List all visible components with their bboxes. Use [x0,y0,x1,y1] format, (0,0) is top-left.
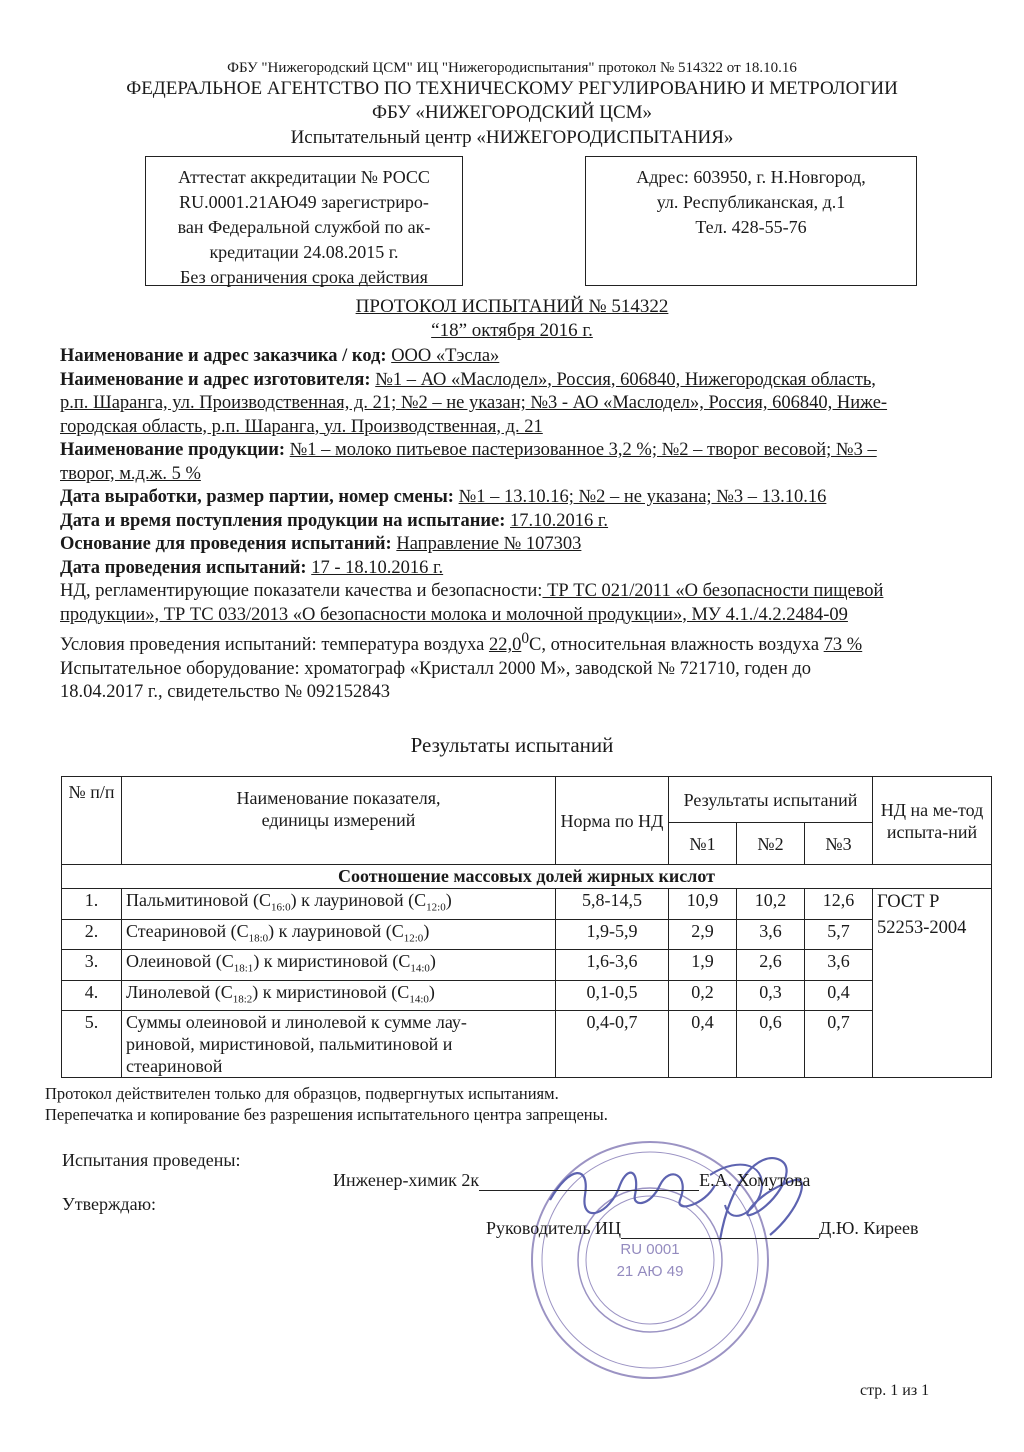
approve-label: Утверждаю: [62,1194,157,1214]
address-line: Адрес: 603950, г. Н.Новгород, [636,167,866,187]
row-indicator: Линолевой $(C_{18:2})$ к миристиновой $(C_{14:0})$ [122,980,556,1011]
equipment-text: 18.04.2017 г., свидетельство № 092152843 [60,682,390,703]
row-indicator-line: Суммы олеиновой и линолевой к сумме лау- [126,1012,467,1033]
row-result-3: 5,7 [805,919,873,950]
table-row [62,950,992,981]
receipt-value: 17.10.2016 г. [510,510,609,531]
product-value: творог, м.д.ж. 5 % [60,463,201,484]
row-norm: 0,1-0,5 [556,980,669,1011]
row-indicator-line: риновой, миристиновой, пальмитиновой и [126,1034,453,1055]
row-result-1: 0,4 [669,1011,737,1078]
row-result-1: 0,2 [669,980,737,1011]
row-result-2: 10,2 [737,889,805,920]
nd-label: НД, регламентирующие показатели качества и безопасности: [60,581,543,601]
header-sample-1: №1 [669,823,737,865]
manufacturer-label: Наименование и адрес изготовителя: [60,369,371,390]
section-row [62,865,992,889]
production-date-value: №1 – 13.10.16; №2 – не указана; №3 – 13.10.16 [458,487,827,507]
stamp-center-text: 21 АЮ 49 [616,1263,684,1280]
row-result-3: 0,4 [805,980,873,1011]
product-value: №1 – молоко питьевое пастеризованное 3,2 %; №2 – творог весовой; №3 – [289,440,877,460]
protocol-fields [60,345,990,705]
address-box [585,156,917,286]
protocol-date [0,320,1024,342]
table-row [62,980,992,1011]
row-result-3: 3,6 [805,950,873,981]
row-result-2: 2,6 [737,950,805,981]
section-title: Соотношение массовых долей жирных кислот [62,865,992,889]
accreditation-box [145,156,463,286]
row-indicator [122,1011,556,1078]
method-cell: ГОСТ Р 52253-2004 [873,889,992,1078]
test-date-label: Дата проведения испытаний: [60,557,307,578]
table-header-row [62,777,992,823]
manufacturer-value: №1 – АО «Маслодел», Россия, 606840, Нижегородская область, [375,369,876,390]
header-organization: ФБУ «НИЖЕГОРОДСКИЙ ЦСМ» [371,102,653,123]
row-norm: 1,6-3,6 [556,950,669,981]
row-indicator-line: стеариновой [126,1056,223,1077]
header-norm: Норма по НД [556,777,669,865]
results-title: Результаты испытаний [410,733,614,757]
protocol-notes [45,1083,608,1125]
row-indicator: Олеиновой $(C_{18:1})$ к миристиновой $(C_{14:0})$ [122,950,556,981]
note-line: Перепечатка и копирование без разрешения испытательного центра запрещены. [45,1105,608,1124]
engineer-name: Е.А. Хомутова [699,1170,811,1190]
head-signature [700,1140,820,1260]
protocol-title [0,296,1024,318]
results-table [61,776,992,1078]
engineer-title: Инженер-химик 2к [333,1170,480,1190]
basis-value: Направление № 107303 [396,534,582,554]
production-date-label: Дата выработки, размер партии, номер смены: [60,487,454,507]
conducted-label: Испытания проведены: [62,1150,241,1170]
conditions-temperature: 22,0 [488,635,522,656]
manufacturer-value: городская область, р.п. Шаранга, ул. Производственная, д. 21 [60,416,543,437]
address-phone: Тел. 428-55-76 [695,217,807,237]
row-number: 1. [62,889,122,920]
row-result-2: 0,3 [737,980,805,1011]
conditions-label: Условия проведения испытаний: температура воздуха [60,635,489,656]
row-indicator: Пальмитиновой $(C_{16:0})$ к лауриновой $(C_{12:0})$ [122,889,556,920]
engineer-signature-row [333,1170,853,1191]
address-line: ул. Республиканская, д.1 [656,192,846,212]
header-indicator-name [122,777,556,865]
header-indicator-name-line: единицы измерений [261,810,416,830]
customer-label: Наименование и адрес заказчика / код: [60,346,387,366]
customer-value: ООО «Тэсла» [391,346,500,366]
signature-line [621,1220,819,1239]
degree-mark: 0 [521,630,530,647]
conditions-humidity: 73 % [823,635,863,656]
table-row [62,889,992,920]
header-test-center: Испытательный центр «НИЖЕГОРОДИСПЫТАНИЯ» [290,127,734,148]
equipment-text: Испытательное оборудование: хроматограф «Кристалл 2000 М», заводской № 721710, годен до [60,658,812,679]
conditions-mid: С, относительная влажность воздуха [529,635,824,656]
row-indicator: Стеариновой $(C_{18:0})$ к лауриновой $(C_{12:0})$ [122,919,556,950]
test-date-value: 17 - 18.10.2016 г. [311,557,444,578]
row-number: 3. [62,950,122,981]
receipt-label: Дата и время поступления продукции на испытание: [60,510,506,531]
head-signature-row [486,1218,956,1239]
accreditation-line: Без ограничения срока действия [180,267,428,287]
accreditation-line: кредитации 24.08.2015 г. [209,242,399,262]
signature-line [479,1172,699,1191]
row-result-2: 3,6 [737,919,805,950]
head-title: Руководитель ИЦ [486,1218,622,1238]
stamp-center-text: RU 0001 [620,1241,680,1258]
row-number: 4. [62,980,122,1011]
table-row [62,1011,992,1078]
header-method: НД на ме-тод испыта-ний [873,777,992,865]
nd-value: ТР ТС 021/2011 «О безопасности пищевой [542,581,884,601]
nd-value: продукции», ТР ТС 033/2013 «О безопасности молока и молочной продукции», МУ 4.1./4.2.2484-09 [60,604,848,625]
accreditation-line: Аттестат аккредитации № РОСС [178,167,430,187]
accreditation-line: ван Федеральной службой по ак- [177,217,431,237]
header-protocol-ref: ФБУ "Нижегородский ЦСМ" ИЦ "Нижегородиспытания" протокол № 514322 от 18.10.16 [227,60,797,76]
row-result-1: 1,9 [669,950,737,981]
row-result-3: 12,6 [805,889,873,920]
row-result-1: 10,9 [669,889,737,920]
header-number: № п/п [62,777,122,865]
row-result-3: 0,7 [805,1011,873,1078]
row-norm: 5,8-14,5 [556,889,669,920]
row-norm: 1,9-5,9 [556,919,669,950]
header-indicator-name-line: Наименование показателя, [236,788,441,808]
row-number: 2. [62,919,122,950]
row-norm: 0,4-0,7 [556,1011,669,1078]
row-result-1: 2,9 [669,919,737,950]
table-row [62,919,992,950]
accreditation-line: RU.0001.21АЮ49 зарегистриро- [179,192,429,212]
header-sample-3: №3 [805,823,873,865]
protocol-date-text: “18” октября 2016 г. [431,320,593,341]
header-agency: ФЕДЕРАЛЬНОЕ АГЕНТСТВО ПО ТЕХНИЧЕСКОМУ РЕГУЛИРОВАНИЮ И МЕТРОЛОГИИ [126,78,898,99]
protocol-title-text: ПРОТОКОЛ ИСПЫТАНИЙ № 514322 [355,296,669,317]
product-label: Наименование продукции: [60,440,286,460]
page-number: стр. 1 из 1 [860,1382,930,1399]
manufacturer-value: р.п. Шаранга, ул. Производственная, д. 21; №2 – не указан; №3 - АО «Маслодел», Россия, 606840, Ниже- [60,393,888,413]
basis-label: Основание для проведения испытаний: [60,534,392,554]
header-results: Результаты испытаний [669,777,873,823]
note-line: Протокол действителен только для образцов, подвергнутых испытаниям. [45,1084,559,1103]
head-name: Д.Ю. Киреев [819,1218,919,1238]
row-result-2: 0,6 [737,1011,805,1078]
header-sample-2: №2 [737,823,805,865]
row-number: 5. [62,1011,122,1078]
